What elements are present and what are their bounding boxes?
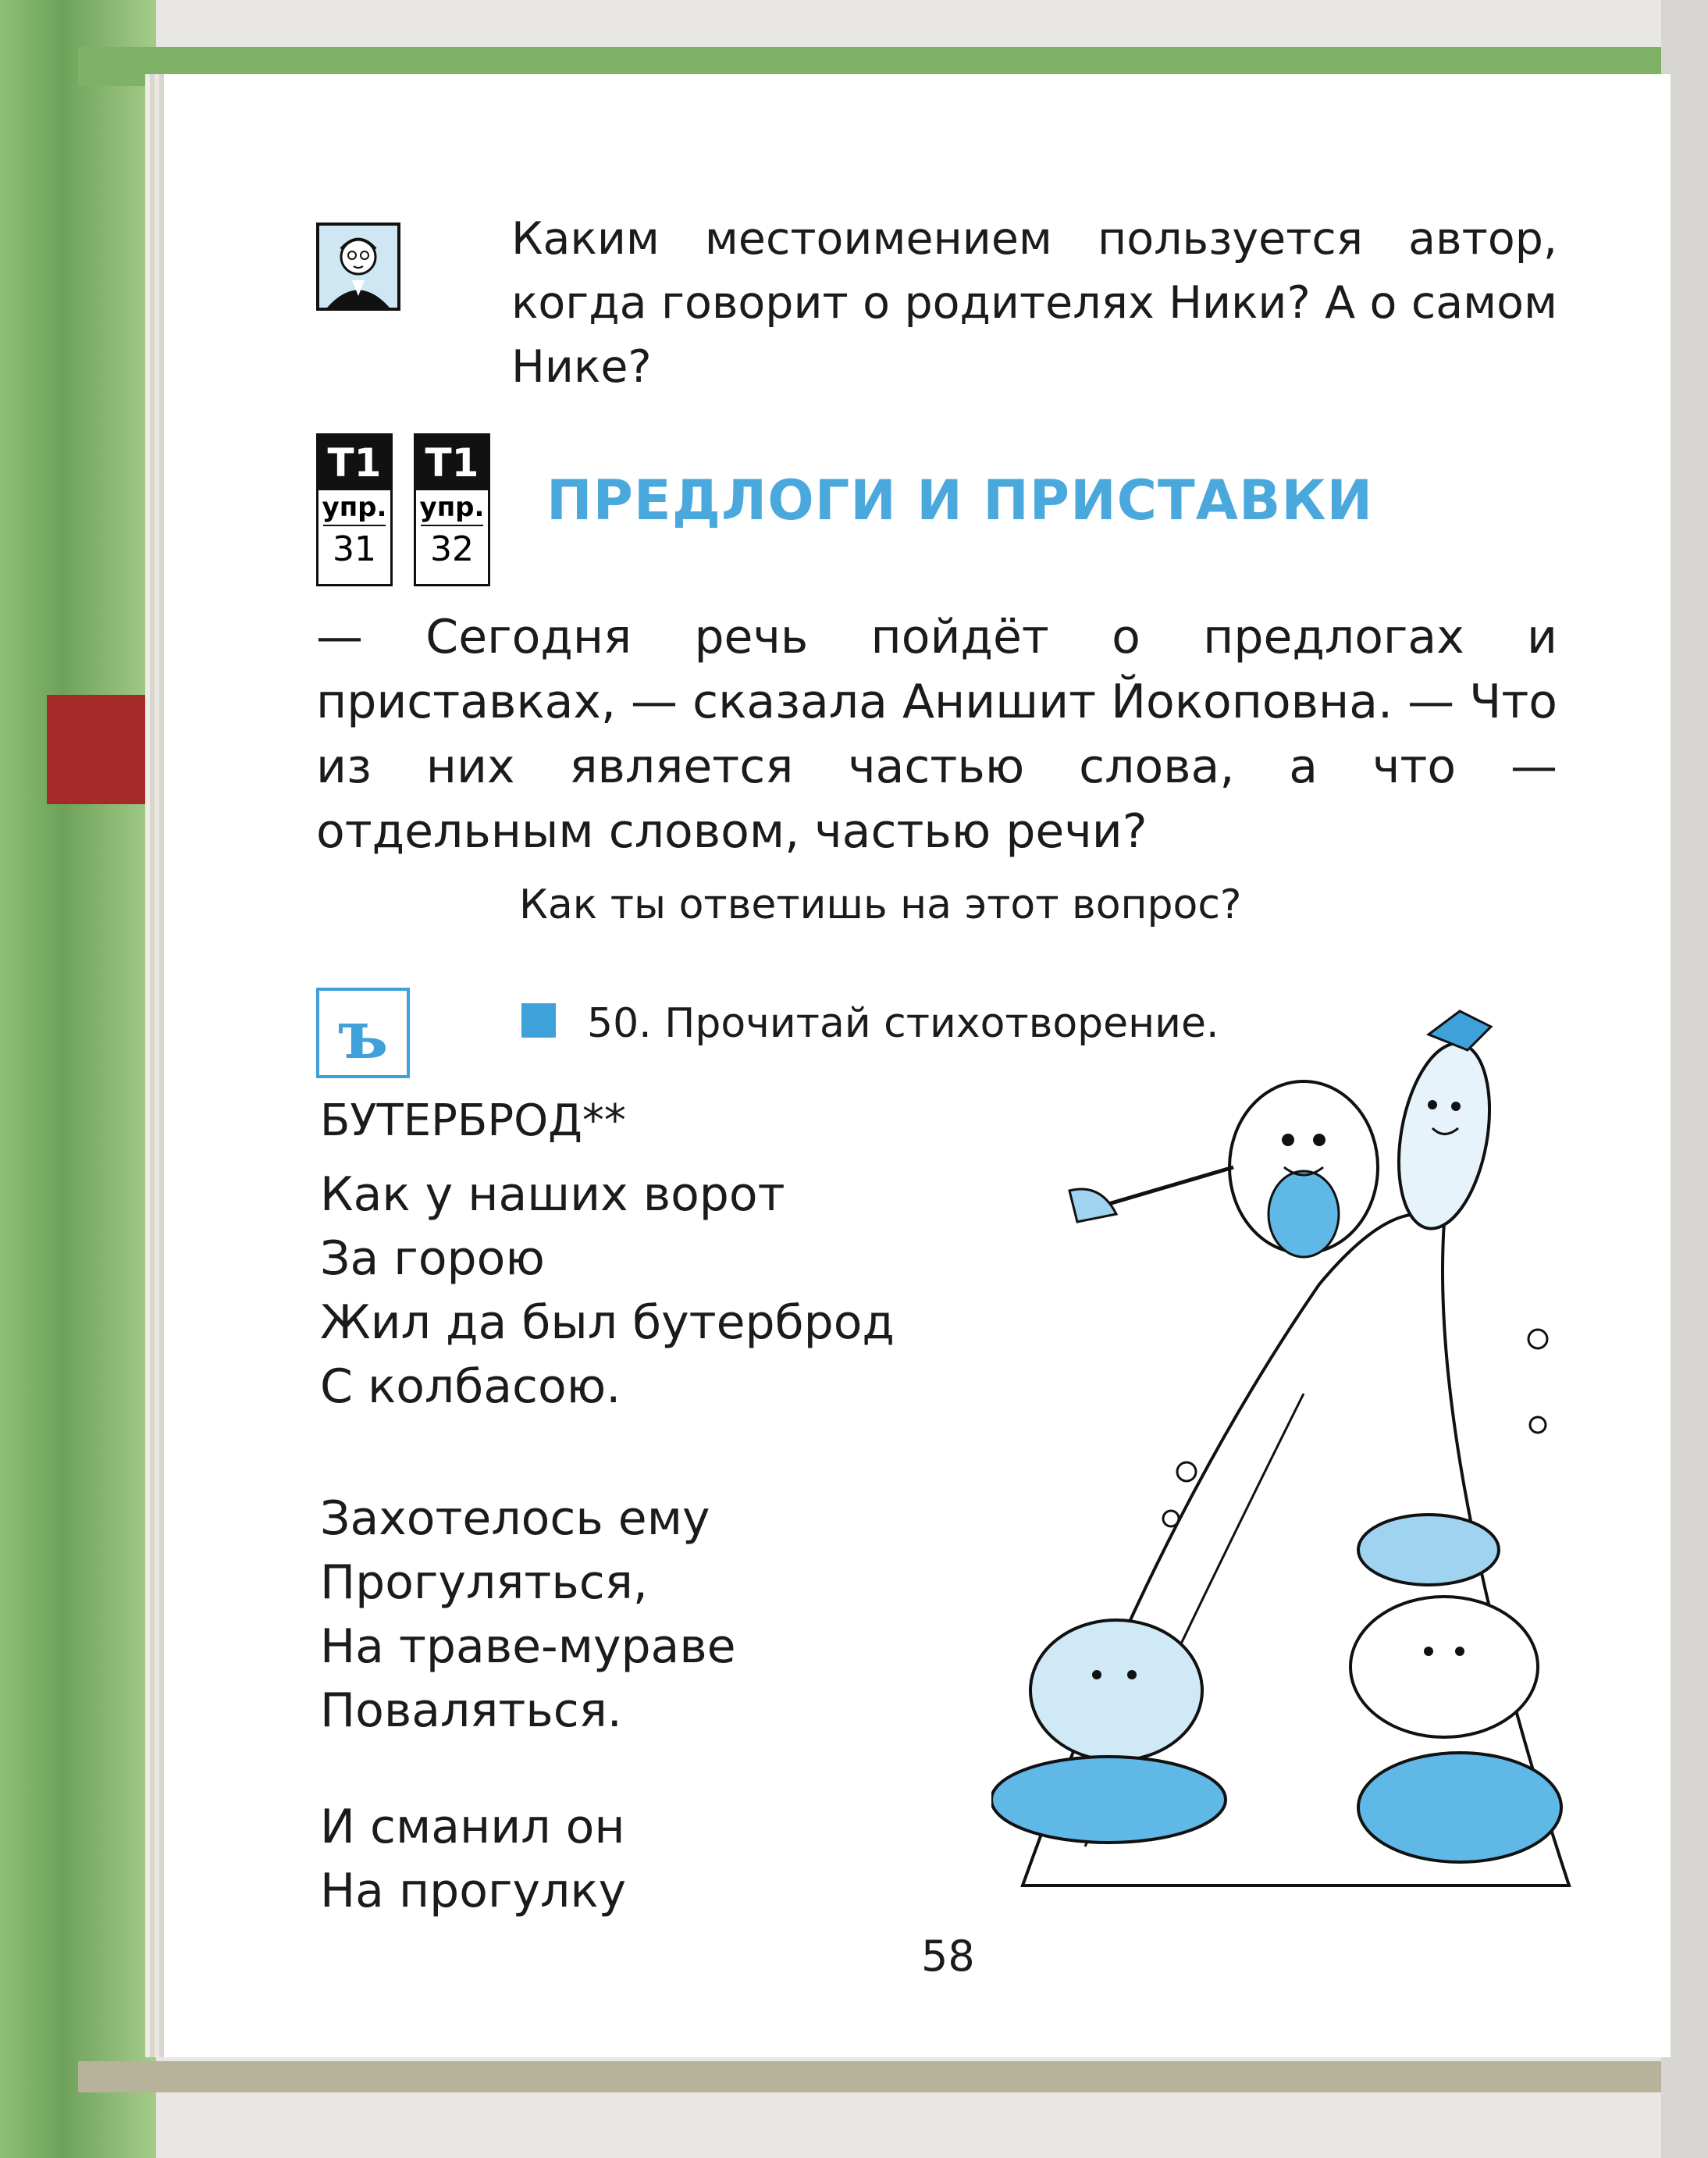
page-number: 58 [921, 1932, 975, 1981]
sandwich-characters-illustration [991, 988, 1585, 1909]
poem-stanza-1 [320, 1163, 1023, 1419]
book-cover-ribbon [47, 695, 156, 804]
section-heading: ПРЕДЛОГИ И ПРИСТАВКИ [546, 468, 1374, 532]
poem-line: Захотелось ему [320, 1491, 710, 1546]
poem-line: Прогуляться, [320, 1555, 648, 1610]
poem-line: На траве-мураве [320, 1619, 736, 1674]
poem-line: Поваляться. [320, 1683, 622, 1738]
question-text: Каким местоимением пользуется автор, когда говорит о родителях Ники? А о самом Нике? [511, 213, 1557, 393]
poem-stanza-3 [320, 1796, 1023, 1924]
badge-label: Т1 [416, 436, 488, 490]
exercise-marker-icon [521, 1003, 556, 1038]
poem-stanza-2 [320, 1487, 1023, 1743]
book-cover-edge [0, 0, 156, 2158]
badge-label: Т1 [318, 436, 390, 490]
workbook-badge-32 [414, 433, 490, 586]
badge-number: 31 [323, 525, 386, 573]
poem-line: И сманил он [320, 1800, 625, 1854]
poem-line: На прогулку [320, 1864, 627, 1918]
poem-line: Как у наших ворот [320, 1167, 785, 1222]
main-paragraph: — Сегодня речь пойдёт о предлогах и приставках, — сказала Анишит Йокоповна. — Что из них является частью слова, а что — отдельным словом, частью речи? [316, 610, 1557, 859]
teacher-icon [316, 223, 400, 311]
book-cover-bottom [78, 2061, 1671, 2092]
poem-line: За горою [320, 1231, 545, 1286]
badge-sub: упр. [322, 492, 387, 523]
letter-hard-sign-icon [316, 988, 410, 1078]
badge-number: 32 [421, 525, 483, 573]
svg-text:ъ: ъ [337, 996, 389, 1074]
badge-sub: упр. [419, 492, 485, 523]
followup-question: Как ты ответишь на этот вопрос? [519, 881, 1242, 928]
poem-title: БУТЕРБРОД** [320, 1095, 626, 1146]
poem-line: С колбасою. [320, 1359, 621, 1414]
exercise-instruction: 50. Прочитай стихотворение. [587, 1000, 1219, 1047]
poem-line: Жил да был бутерброд [320, 1295, 895, 1350]
workbook-badge-31 [316, 433, 393, 586]
